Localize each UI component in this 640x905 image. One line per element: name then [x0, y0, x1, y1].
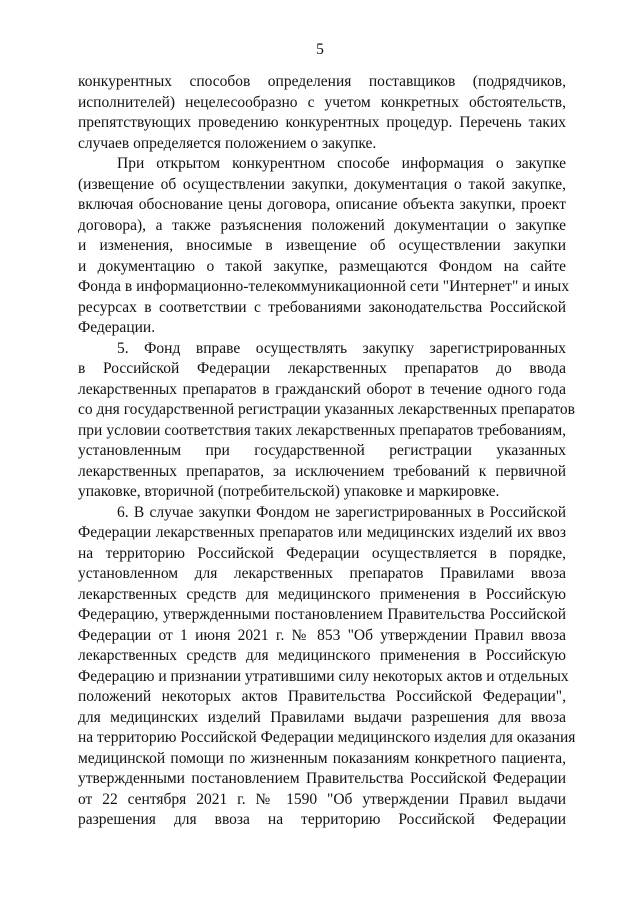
text-line: договора), а также разъяснения положений документации о закупке	[78, 216, 566, 234]
text-line: и изменения, вносимые в извещение об осуществлении закупки	[78, 237, 566, 254]
text-line: 6. В случае закупки Фондом не зарегистрированных в Российской	[117, 503, 566, 521]
text-line: со дня государственной регистрации указанных лекарственных препаратов	[78, 401, 575, 418]
text-line: медицинской помощи по жизненным показаниям конкретного пациента,	[78, 749, 566, 767]
document-body	[78, 72, 576, 831]
text-line: 5. Фонд вправе осуществлять закупку зарегистрированных	[117, 339, 566, 357]
text-line: Федерации лекарственных препаратов или медицинских изделий их ввоз	[78, 524, 566, 541]
text-line: разрешения для ввоза на территорию Российской Федерации	[78, 811, 566, 828]
text-line: Федерации от 1 июня 2021 г. № 853 "Об утверждении Правил ввоза	[78, 626, 566, 644]
page-number: 5	[316, 41, 324, 58]
text-line: лекарственных препаратов в гражданский оборот в течение одного года	[78, 380, 566, 398]
text-line: лекарственных препаратов, за исключением требований к первичной	[78, 462, 566, 480]
text-line: от 22 сентября 2021 г. № 1590 "Об утверждении Правил выдачи	[78, 790, 566, 808]
text-line: Федерацию и признании утратившими силу некоторых актов и отдельных	[78, 667, 569, 685]
text-line: на территорию Российской Федерации медицинского изделия для оказания	[78, 729, 576, 746]
text-line: конкурентных способов определения поставщиков (подрядчиков,	[78, 73, 566, 90]
text-line: и документацию о такой закупке, размещаются Фондом на сайте	[78, 257, 566, 275]
text-line: в Российской Федерации лекарственных препаратов до ввода	[78, 360, 566, 377]
text-line: при условии соответствия таких лекарственных препаратов требованиям,	[78, 421, 566, 439]
paragraph-2	[78, 154, 570, 339]
text-line: лекарственных средств для медицинского применения в Российскую	[78, 647, 566, 664]
text-line: препятствующих проведению конкурентных процедур. Перечень таких	[78, 114, 566, 131]
text-line: Фонда в информационно-телекоммуникационной сети "Интернет" и иных	[78, 278, 570, 295]
text-line: установленным при государственной регистрации указанных	[78, 442, 566, 459]
paragraph-1	[78, 72, 566, 154]
text-line: утвержденными постановлением Правительства Российской Федерации	[78, 770, 566, 787]
text-line: лекарственных средств для медицинского применения в Российскую	[78, 585, 566, 603]
text-line: для медицинских изделий Правилами выдачи разрешения для ввоза	[78, 708, 566, 726]
text-line: на территорию Российской Федерации осуществляется в порядке,	[78, 544, 566, 562]
text-line: исполнителей) нецелесообразно с учетом конкретных обстоятельств,	[78, 93, 566, 111]
text-line: Федерацию, утвержденными постановлением Правительства Российской	[78, 606, 566, 623]
text-line: упаковке, вторичной (потребительской) упаковке и маркировке.	[78, 483, 500, 500]
text-line: включая обоснование цены договора, описание объекта закупки, проект	[78, 196, 566, 213]
text-line: установленном для лекарственных препаратов Правилами ввоза	[78, 565, 566, 582]
text-line: Федерации.	[78, 319, 156, 336]
text-line: ресурсах в соответствии с требованиями законодательства Российской	[78, 298, 566, 316]
paragraph-3	[78, 339, 575, 503]
text-line: (извещение об осуществлении закупки, документация о такой закупке,	[78, 175, 566, 193]
paragraph-4	[78, 503, 576, 831]
text-line: случаев определяется положением о закупке.	[78, 134, 377, 152]
text-line: положений некоторых актов Правительства Российской Федерации",	[78, 688, 566, 705]
text-line: При открытом конкурентном способе информация о закупке	[117, 155, 566, 172]
